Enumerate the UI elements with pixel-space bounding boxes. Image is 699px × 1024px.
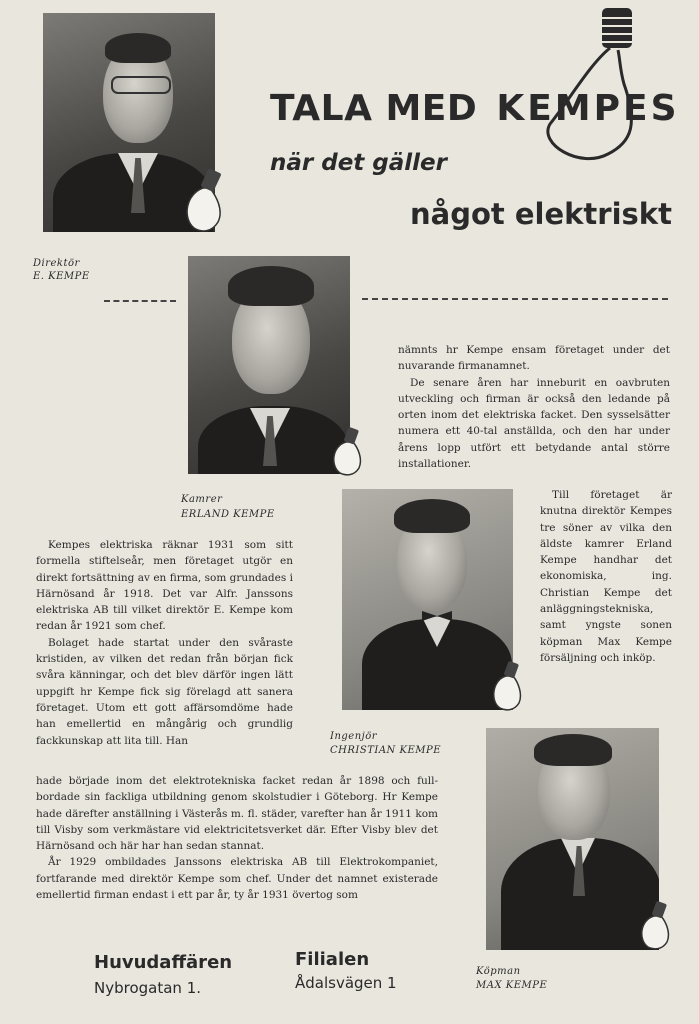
headline-line3: något elektriskt bbox=[410, 197, 672, 231]
headline-line1 bbox=[270, 88, 680, 129]
kamrer-photo bbox=[188, 256, 350, 474]
headline-brand: KEMPES bbox=[496, 88, 680, 129]
divider-left bbox=[104, 300, 176, 302]
director-caption-title: Direktör bbox=[33, 258, 80, 269]
branch-street: Ådalsvägen 1 bbox=[295, 974, 397, 992]
bottom-paragraph-1: hade började inom det elektrotekniska facket redan år 1898 och fullbordade sin fackliga utbildning genom skolstudier i Göteborg. Hr Kempe hade därefter anställning i Västerås m. fl. städer, varefter han år 1911 kom till Visby som verkmästare vid elektricitetsverket där. Efter Visby blev det Härnösand och här har han sedan stannat. bbox=[36, 775, 438, 853]
portrait-hair bbox=[394, 499, 470, 533]
ingenjor-caption-title: Ingenjör bbox=[330, 731, 378, 742]
branch-title: Filialen bbox=[295, 949, 370, 970]
left-paragraph-1: Kempes elektriska räknar 1931 som sitt formella stiftelseår, men företaget utgör en direkt fortsättning av en firma, som grundades i Härnösand år 1918. Det var Alfr. Janssons elektriska AB till vilket direktör E. Kempe kom redan år 1921 som chef. bbox=[36, 539, 293, 633]
left-paragraph-2: Bolaget hade startat under den svåraste kristiden, av vilken det redan från början fick svåra känningar, och det blev därför ingen lätt uppgift hr Kempe fick sig förelagd att sanera företaget. Utom ett gott affärsomdöme hade han emellertid en mångårig och grundlig fackkunskap att lita till. Han bbox=[36, 636, 293, 747]
glasses-icon bbox=[111, 76, 171, 94]
headline-line2: när det gäller bbox=[270, 150, 448, 176]
headline-tala-med: TALA MED bbox=[270, 88, 478, 129]
lightbulb-icon bbox=[520, 4, 650, 164]
right-column-text bbox=[398, 342, 670, 472]
left-column-text bbox=[36, 537, 293, 749]
ingenjor-caption-name: CHRISTIAN KEMPE bbox=[330, 745, 442, 756]
portrait-hair bbox=[105, 33, 171, 63]
kopman-caption-title: Köpman bbox=[476, 966, 521, 977]
lightbulb-icon bbox=[328, 426, 364, 476]
portrait-hair bbox=[534, 734, 612, 766]
bottom-paragraph-2: År 1929 ombildades Janssons elektriska AB till Elektrokompaniet, fortfarande med direktör Kempe som chef. Under det namnet existerade emellertid firman endast i ett par år, ty år 1931 övertog som bbox=[36, 856, 438, 902]
lightbulb-icon bbox=[180, 166, 226, 232]
portrait-hair bbox=[228, 266, 314, 306]
kopman-caption-name: MAX KEMPE bbox=[476, 980, 548, 991]
bottom-text bbox=[36, 773, 438, 903]
right-paragraph-1: nämnts hr Kempe ensam företaget under det nuvarande firmanamnet. bbox=[398, 344, 670, 373]
kamrer-caption-title: Kamrer bbox=[181, 494, 223, 505]
right-paragraph-3: Till företaget är knutna direktör Kempes tre söner av vilka den äldste kamrer Erland Kempe handhar det ekonomiska, ing. Christian Kempe det anläggningstekniska, samt yngste sonen köpman Max Kempe försäljning och inköp. bbox=[540, 489, 672, 664]
kamrer-caption-name: ERLAND KEMPE bbox=[181, 509, 275, 520]
divider-right bbox=[362, 298, 668, 300]
kopman-photo bbox=[486, 728, 659, 950]
main-store-title: Huvudaffären bbox=[94, 952, 233, 973]
director-caption-name: E. KEMPE bbox=[33, 271, 90, 282]
lightbulb-icon bbox=[636, 900, 672, 950]
main-store-street: Nybrogatan 1. bbox=[94, 979, 202, 997]
right-column-text-narrow bbox=[540, 487, 672, 666]
lightbulb-icon bbox=[488, 660, 524, 712]
right-paragraph-2: De senare åren har inneburit en oavbruten utveckling och firman är också den ledande på orten inom det elektriska facket. Den sysselsätter numera ett 40-tal anställda, och den har under årens lopp utfört ett betydande antal större installationer. bbox=[398, 376, 670, 471]
